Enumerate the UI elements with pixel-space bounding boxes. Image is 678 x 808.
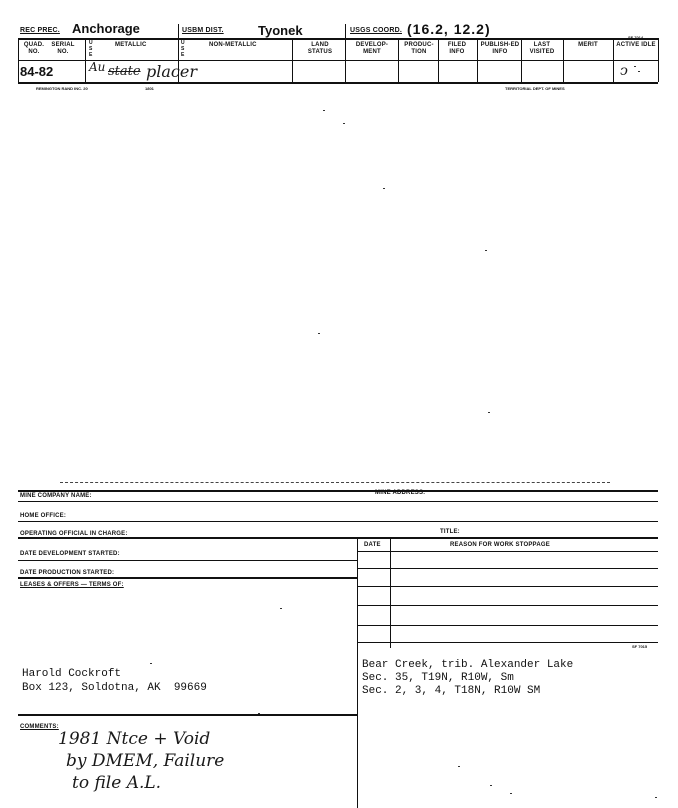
date-production-label: DATE PRODUCTION STARTED: — [20, 570, 115, 576]
rec-prec-label: REC PREC. — [20, 27, 60, 34]
printer-code: 1801 — [145, 86, 154, 91]
col-metallic: METALLIC — [115, 42, 147, 48]
col-filed-info: FILED INFO — [447, 42, 467, 55]
mine-address-label: MINE ADDRESS: — [375, 490, 426, 496]
lower-card — [0, 470, 678, 808]
comments-label: COMMENTS: — [20, 724, 59, 730]
home-office-label: HOME OFFICE: — [20, 513, 67, 519]
owner-name: Harold Cockroft — [22, 668, 122, 680]
comment-line-2: by DMEM, Failure — [66, 751, 225, 771]
col-production: PRODUC-TION — [404, 42, 434, 55]
date-col-label: DATE — [364, 542, 381, 548]
comment-line-3: to file A.L. — [72, 773, 162, 793]
mine-company-label: MINE COMPANY NAME: — [20, 493, 92, 499]
printer-label: REMINGTON RAND INC. 20 — [36, 86, 88, 91]
date-development-label: DATE DEVELOPMENT STARTED: — [20, 551, 120, 557]
comment-line-1: 1981 Ntce + Void — [58, 729, 211, 749]
col-development: DEVELOP-MENT — [355, 42, 389, 55]
col-merit: MERIT — [578, 42, 598, 48]
location-line-2: Sec. 35, T19N, R10W, Sm — [362, 672, 514, 684]
location-line-1: Bear Creek, trib. Alexander Lake — [362, 659, 574, 671]
usbm-dist-label: USBM DIST. — [182, 27, 224, 34]
col-land-status: LAND STATUS — [307, 42, 333, 55]
metallic-struck: state — [108, 64, 141, 79]
col-serial-no: SERIAL NO. — [51, 42, 75, 55]
col-non-metallic: NON-METALLIC — [209, 42, 257, 48]
metallic-entry: Au — [89, 60, 106, 74]
usgs-coord-label: USGS COORD. — [350, 27, 402, 34]
usbm-dist-value: Tyonek — [258, 23, 303, 38]
form-number-bottom: SF 7015 — [632, 644, 648, 649]
usgs-coord-value: (16.2, 12.2) — [407, 21, 491, 37]
col-published-info: PUBLISH-ED INFO — [480, 42, 520, 55]
location-line-3: Sec. 2, 3, 4, T18N, R10W SM — [362, 685, 541, 697]
operating-official-label: OPERATING OFFICIAL IN CHARGE: — [20, 531, 128, 537]
department-label: TERRITORIAL DEPT. OF MINES — [505, 86, 565, 91]
quad-serial-value: 84-82 — [20, 64, 54, 79]
leases-label: LEASES & OFFERS — TERMS OF: — [20, 582, 124, 588]
form-number-top: SF 7014 — [628, 35, 644, 40]
owner-address: Box 123, Soldotna, AK 99669 — [22, 682, 207, 694]
col-use-nonmetallic: U S E — [181, 40, 185, 58]
col-last-visited: LAST VISITED — [529, 42, 555, 55]
reason-label: REASON FOR WORK STOPPAGE — [450, 542, 550, 548]
col-active-idle: ACTIVE IDLE — [616, 42, 656, 48]
metallic-note: placer — [146, 62, 197, 81]
col-quad-no: QUAD. NO. — [23, 42, 45, 55]
col-use-metallic: U S E — [89, 40, 93, 58]
title-label: TITLE: — [440, 529, 460, 535]
active-idle-mark: ↄ — [620, 63, 628, 79]
rec-prec-value: Anchorage — [72, 21, 140, 36]
header-card — [0, 0, 678, 95]
